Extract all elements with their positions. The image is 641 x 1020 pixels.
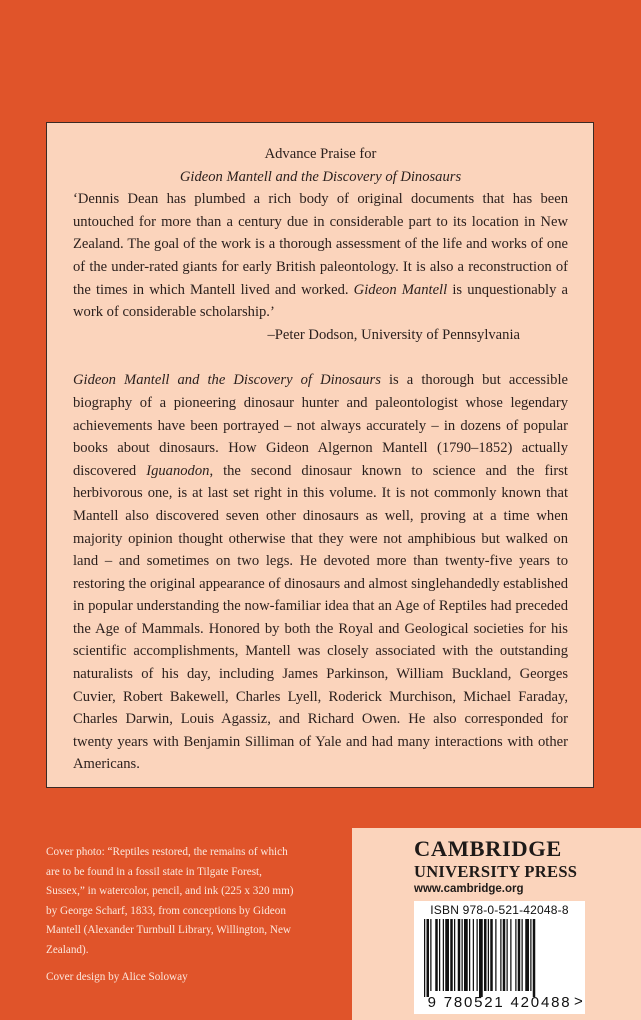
barcode-bar — [462, 919, 463, 991]
barcode-bar — [477, 919, 478, 991]
barcode-digits: 9 780521 420488 — [427, 994, 572, 1011]
publisher-panel — [352, 828, 641, 1020]
praise-heading: Advance Praise for — [264, 146, 377, 162]
praise-panel — [46, 122, 594, 788]
barcode-bar — [479, 919, 483, 997]
barcode — [414, 901, 585, 1014]
cover-credits — [46, 843, 294, 988]
spacer — [73, 346, 568, 369]
barcode-bar — [530, 919, 531, 991]
isbn-label: ISBN 978-0-521-42048-8 — [430, 903, 569, 917]
publisher-name: CAMBRIDGE — [414, 836, 562, 861]
barcode-bar — [488, 919, 489, 991]
barcode-bar — [424, 919, 425, 997]
barcode-bar — [427, 919, 430, 997]
barcode-bar — [495, 919, 496, 991]
barcode-bar — [454, 919, 455, 991]
quote-italic-title: Gideon Mantell — [353, 281, 448, 298]
barcode-bar — [522, 919, 523, 991]
barcode-bar — [490, 919, 493, 991]
praise-attribution: –Peter Dodson, University of Pennsylvania — [267, 326, 520, 343]
cover-photo-credit: Cover photo: “Reptiles restored, the remains of which are to be found in a fossil state in Tilgate Forest, Sussex,” in watercolor, pencil, and ink (225 x 320 mm) by George Scharf, 1833, from conceptions by Gideon Mantell (Alexander Turnbull Library, Willington, New Zealand). — [46, 846, 294, 956]
barcode-bar — [518, 919, 521, 991]
barcode-bar — [443, 919, 444, 991]
quote-text-1: ‘Dennis Dean has plumbed a rich body of original documents that has been untouched for more than a century due in considerable part to its location in New Zealand. The goal of the work is a thorough assessment of the life and works of one of the under-rated giants for early British paleontology. It is also a reconstruction of the times in which Mantell lived and worked. — [73, 191, 568, 298]
barcode-bar — [525, 919, 529, 991]
barcode-arrow: > — [574, 993, 583, 1010]
barcode-bar — [464, 919, 468, 991]
quote-text-2: is unquestionably a work of considerable scholarship.’ — [73, 281, 568, 321]
praise-book-title — [73, 166, 568, 189]
barcode-bar — [450, 919, 453, 991]
barcode-bar — [473, 919, 474, 991]
praise-quote — [73, 188, 568, 324]
barcode-bar — [469, 919, 470, 991]
barcode-bar — [503, 919, 506, 991]
barcode-bar — [510, 919, 511, 991]
barcode-bar — [484, 919, 487, 991]
barcode-bar — [458, 919, 461, 991]
barcode-bar — [430, 919, 431, 991]
description-title: Gideon Mantell and the Discovery of Dinosaurs — [73, 372, 381, 389]
barcode-bar — [507, 919, 508, 991]
description-text-2: , the second dinosaur known to science and the first herbivorous one, is at last set right in this volume. It is not commonly known that Mantell also discovered seven other dinosaurs as well, proving at a time when majority opinion thought otherwise that they were not amphibious but walked on land – and sometimes on two legs. He devoted more than twenty-five years to restoring the original appearance of dinosaurs and almost singlehandedly established in popular understanding the now-familiar idea that an Age of Reptiles had preceded the Age of Mammals. Honored by both the Royal and Geological societies for his scientific accomplishments, Mantell was closely associated with the outstanding naturalists of his day, including James Parkinson, William Buckland, Georges Cuvier, Robert Bakewell, Charles Lyell, Roderick Murchison, Michael Faraday, Charles Darwin, Louis Agassiz, and Richard Owen. He also corresponded for twenty years with Benjamin Silliman of Yale and had many interactions with other Americans. — [73, 462, 568, 773]
barcode-bar — [435, 919, 438, 991]
barcode-bar — [515, 919, 516, 991]
description-iguanodon: Iguanodon — [146, 462, 210, 479]
publisher-subtitle: UNIVERSITY PRESS — [414, 862, 578, 881]
description-text-1: is a thorough but accessible biography of a pioneering dinosaur hunter and paleontologist whose legendary achievements have been portrayed – not always accurately – in dozens of popular books about dinosaurs. How Gideon Algernon Mantell (1790–1852) actually discovered — [73, 372, 568, 479]
barcode-bar — [533, 919, 536, 997]
publisher-url: www.cambridge.org — [414, 883, 524, 895]
praise-book-title-text: Gideon Mantell and the Discovery of Dinosaurs — [179, 168, 462, 185]
barcode-bar — [445, 919, 449, 991]
cover-design-credit: Cover design by Alice Soloway — [46, 971, 188, 983]
barcode-bar — [439, 919, 440, 991]
barcode-bar — [500, 919, 501, 991]
book-description — [73, 369, 568, 776]
